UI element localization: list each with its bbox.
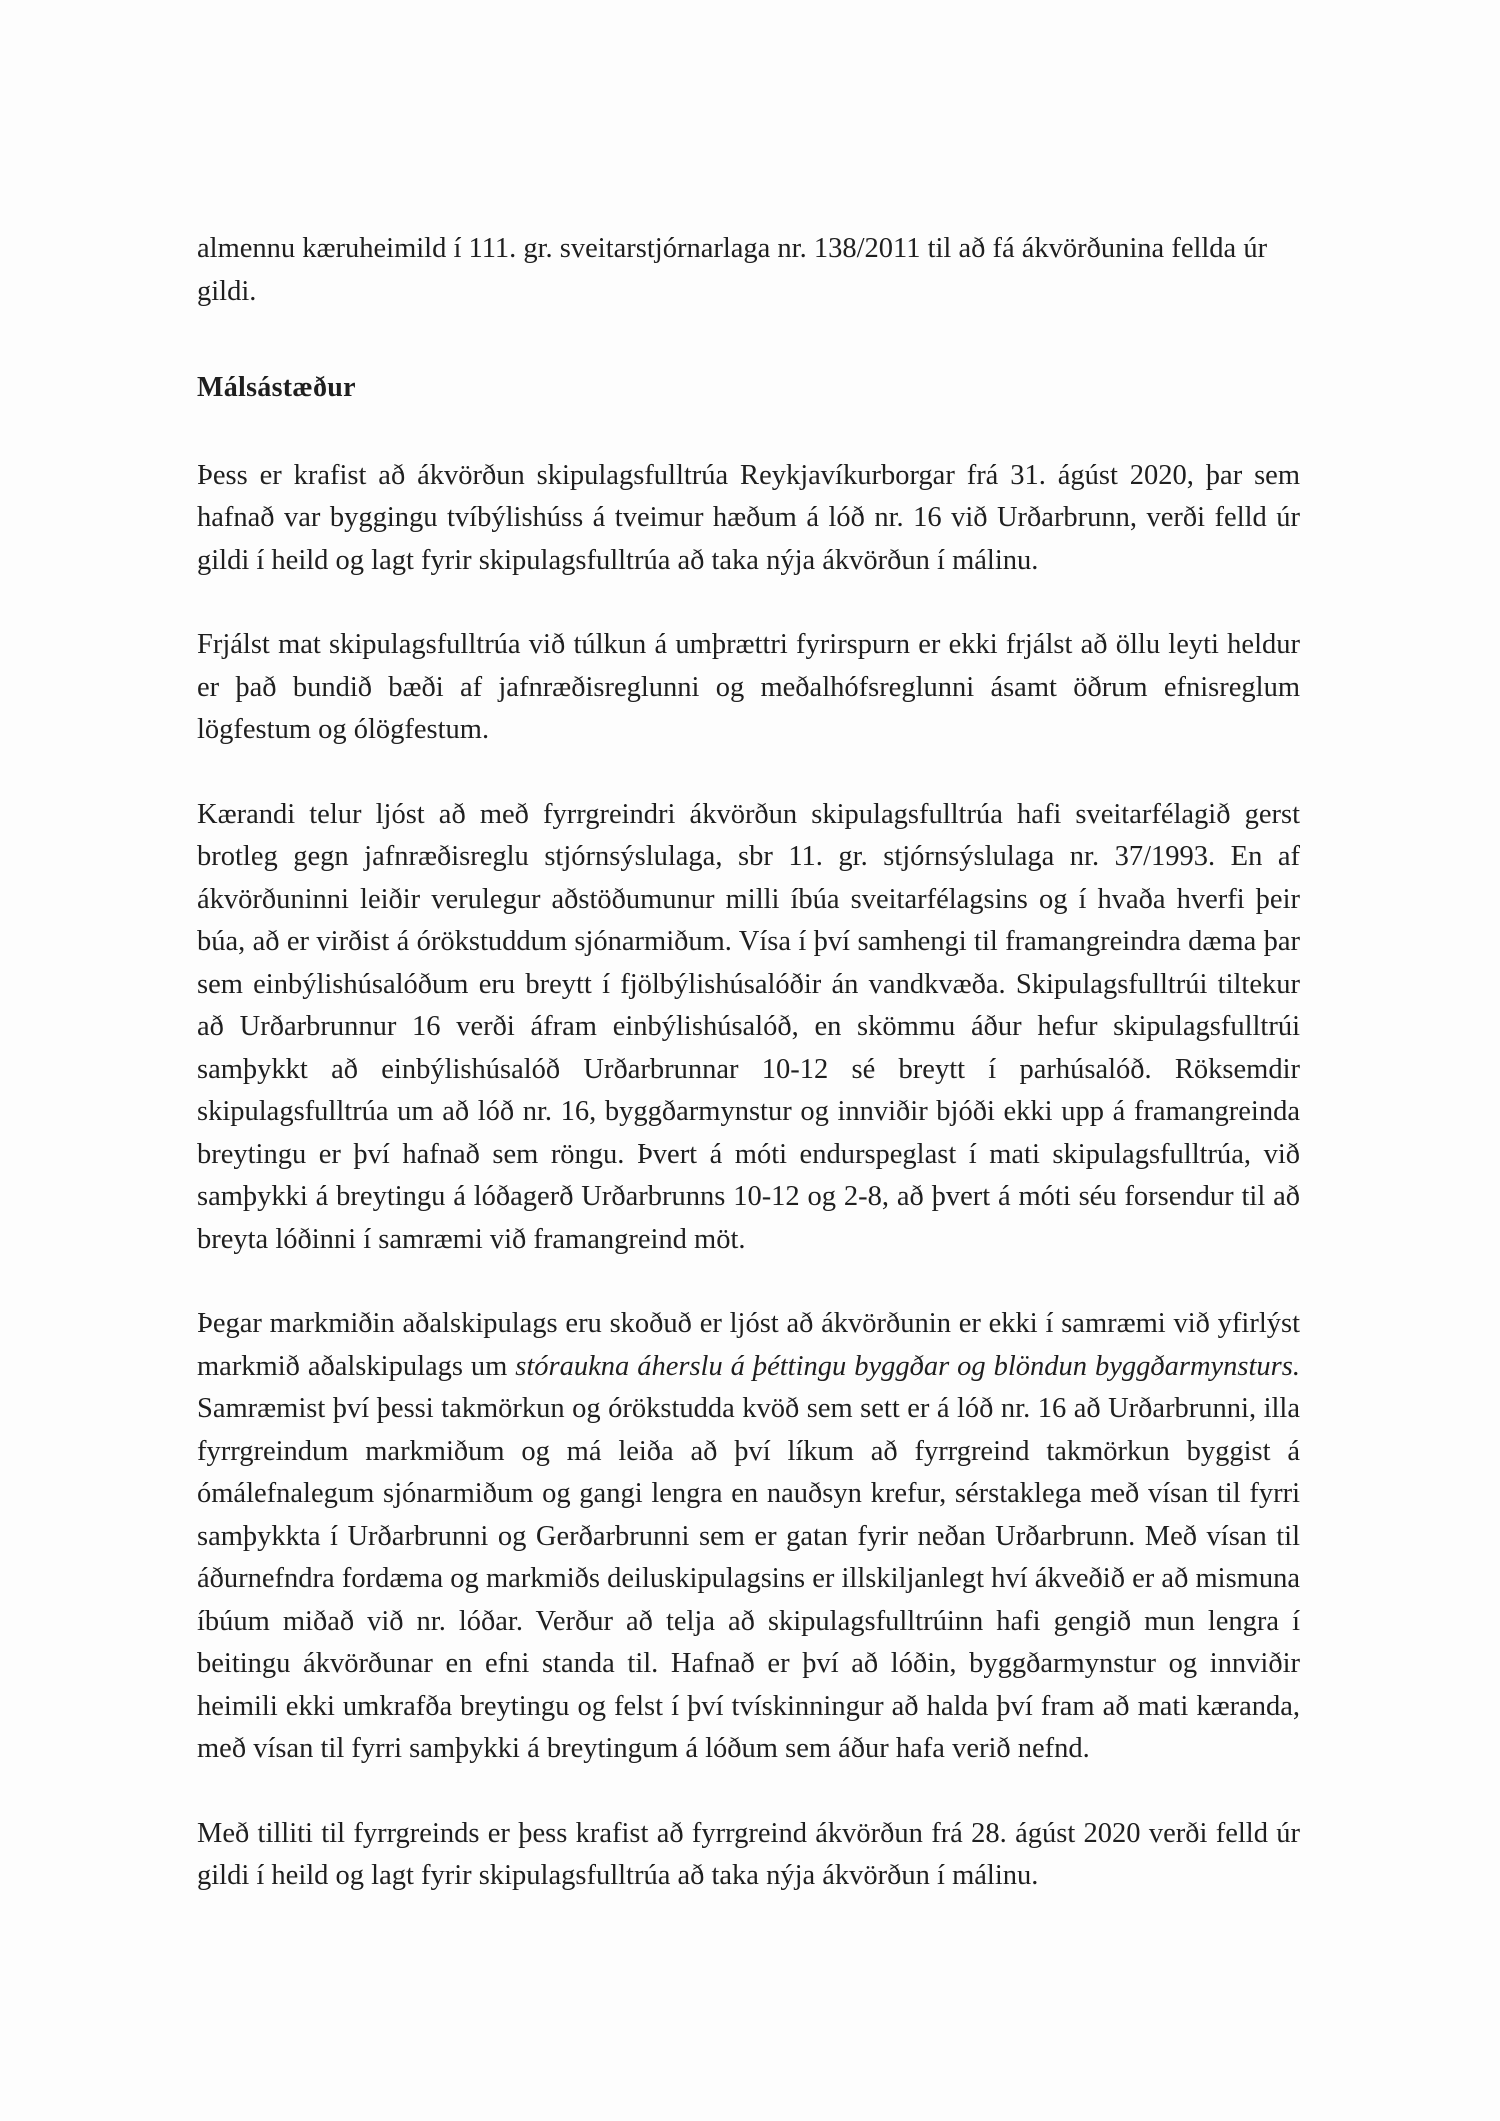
intro-paragraph: almennu kæruheimild í 111. gr. sveitarstjórnarlaga nr. 138/2011 til að fá ákvörðunina fellda úr gildi. [197,233,1268,307]
paragraph-master-plan-quote: stóraukna áherslu á þéttingu byggðar og blöndun byggðarmynsturs. [515,1350,1300,1382]
section-heading: Málsástæður [197,372,356,403]
paragraph-equality: Kærandi telur ljóst að með fyrrgreindri ákvörðun skipulagsfulltrúa hafi sveitarfélagið gerst brotleg gegn jafnræðisreglu stjórnsýslulaga, sbr 11. gr. stjórnsýslulaga nr. 37/1993. En af ákvörðuninni leiðir verulegur aðstöðumunur milli íbúa sveitarfélagsins og í hvaða hverfi þeir búa, að er virðist á órökstuddum sjónarmiðum. Vísa í því samhengi til framangreindra dæma þar sem einbýlishúsalóðum eru breytt í fjölbýlishúsalóðir án vandkvæða. Skipulagsfulltrúi tiltekur að Urðarbrunnur 16 verði áfram einbýlishúsalóð, en skömmu áður hefur skipulagsfulltrúi samþykkt að einbýlishúsalóð Urðarbrunnar 10-12 sé breytt í parhúsalóð. Röksemdir skipulagsfulltrúa um að lóð nr. 16, byggðarmynstur og innviðir bjóði ekki upp á framangreinda breytingu er því hafnað sem röngu. Þvert á móti endurspeglast í mati skipulagsfulltrúa, við samþykki á breytingu á lóðagerð Urðarbrunns 10-12 og 2-8, að þvert á móti séu forsendur til að breyta lóðinni í samræmi við framangreind möt. [197,798,1300,1255]
paragraph-conclusion: Með tilliti til fyrrgreinds er þess krafist að fyrrgreind ákvörðun frá 28. ágúst 2020 verði felld úr gildi í heild og lagt fyrir skipulagsfulltrúa að taka nýja ákvörðun í málinu. [197,1817,1300,1891]
document-body [197,228,1300,1898]
paragraph-master-plan [197,1303,1300,1771]
paragraph-discretion: Frjálst mat skipulagsfulltrúa við túlkun á umþrættri fyrirspurn er ekki frjálst að öllu leyti heldur er það bundið bæði af jafnræðisreglunni og meðalhófsreglunni ásamt öðrum efnisreglum lögfestum og ólögfestum. [197,629,1300,745]
paragraph-master-plan-start: Þegar markmiðin aðalskipulags eru skoðuð er ljóst að ákvörðunin er ekki í samræmi við yfirlýst markmið aðalskipulags um [197,1308,1300,1382]
paragraph-master-plan-end: Samræmist því þessi takmörkun og órökstudda kvöð sem sett er á lóð nr. 16 að Urðarbrunni, illa fyrrgreindum markmiðum og má leiða að því líkum að fyrrgreind takmörkun byggist á ómálefnalegum sjónarmiðum og gangi lengra en nauðsyn krefur, sérstaklega með vísan til fyrri samþykkta í Urðarbrunni og Gerðarbrunni sem er gatan fyrir neðan Urðarbrunn. Með vísan til áðurnefndra fordæma og markmiðs deiluskipulagsins er illskiljanlegt hví ákveðið er að mismuna íbúum miðað við nr. lóðar. Verður að telja að skipulagsfulltrúinn hafi gengið mun lengra í beitingu ákvörðunar en efni standa til. Hafnað er því að lóðin, byggðarmynstur og innviðir heimili ekki umkrafða breytingu og felst í því tvískinningur að halda því fram að mati kæranda, með vísan til fyrri samþykki á breytingum á lóðum sem áður hafa verið nefnd. [197,1393,1300,1764]
paragraph-claim: Þess er krafist að ákvörðun skipulagsfulltrúa Reykjavíkurborgar frá 31. ágúst 2020, þar sem hafnað var byggingu tvíbýlishúss á tveimur hæðum á lóð nr. 16 við Urðarbrunn, verði felld úr gildi í heild og lagt fyrir skipulagsfulltrúa að taka nýja ákvörðun í málinu. [197,459,1300,576]
